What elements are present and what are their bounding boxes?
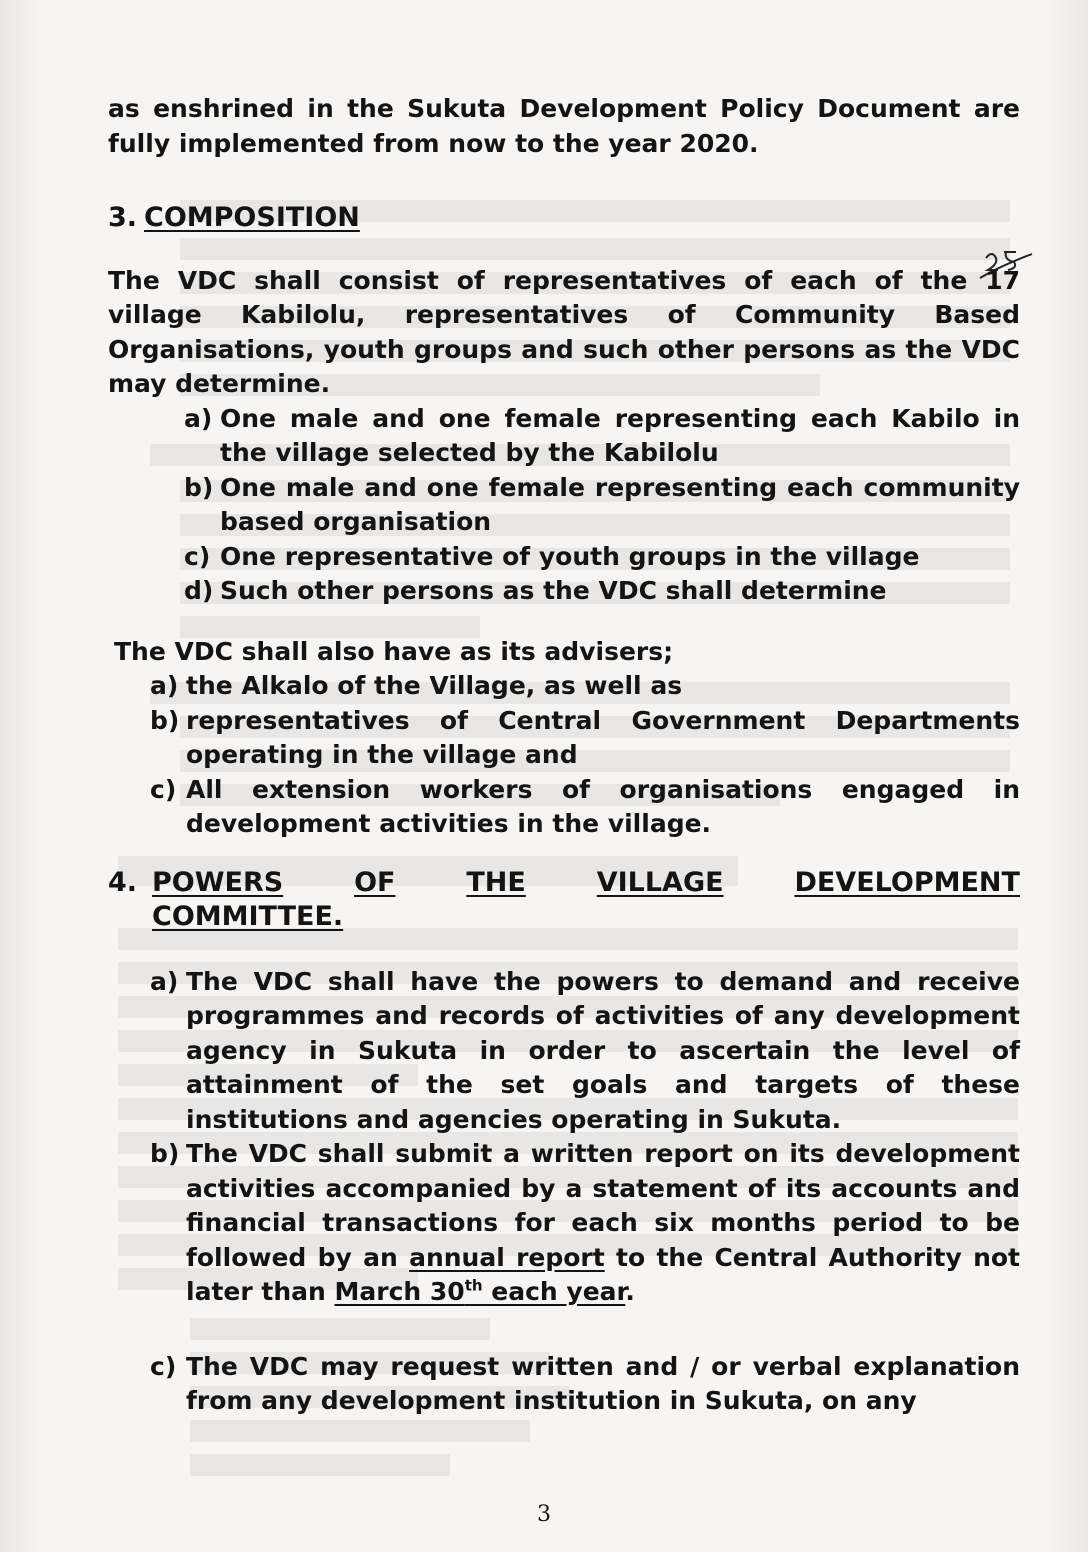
title-word: VILLAGE [596, 866, 724, 898]
advisers-intro: The VDC shall also have as its advisers; [114, 636, 674, 666]
list-marker: b) [150, 1139, 180, 1168]
list-item [184, 471, 1020, 540]
section-4-heading [108, 866, 1020, 935]
list-marker: b) [150, 705, 180, 735]
list-item-text: representatives of Central Government Departments operating in the village and [186, 705, 1020, 769]
title-word: THE [466, 866, 526, 898]
text-run: each year [482, 1277, 626, 1306]
superscript: th [464, 1276, 483, 1295]
page-number: 3 [537, 1502, 551, 1527]
powers-list [150, 965, 1020, 1419]
list-marker: a) [184, 403, 213, 433]
list-marker: a) [150, 671, 179, 700]
list-item-text: The VDC may request written and / or verbal explanation from any development institution in Sukuta, on any [186, 1351, 1020, 1415]
list-marker: c) [150, 774, 177, 804]
list-item [184, 402, 1020, 471]
list-marker: a) [150, 966, 179, 996]
text-run: to the Central Authority not later than [186, 1242, 1020, 1306]
list-item [184, 540, 1020, 575]
text-run: . [625, 1277, 635, 1306]
title-word: DEVELOPMENT [794, 866, 1020, 898]
list-item [150, 773, 1020, 842]
section-4-title [152, 866, 1020, 935]
text-run: March 30 [334, 1277, 465, 1306]
list-item-text: One male and one female representing each Kabilo in the village selected by the Kabilolu [220, 403, 1020, 467]
deadline-underlined [335, 1277, 626, 1306]
section-3-paragraph: The VDC shall consist of representatives of each of the 17 village Kabilolu, representatives of Community Based Organisations, youth groups and such other persons as the VDC may determine. [108, 265, 1020, 398]
list-marker: b) [184, 472, 214, 502]
list-marker: c) [184, 541, 211, 571]
advisers-list [150, 669, 1020, 842]
section-4-number: 4. [108, 866, 138, 898]
document-body [108, 92, 1020, 1419]
list-item-text: All extension workers of organisations engaged in development activities in the village. [186, 774, 1020, 838]
title-word: POWERS [152, 866, 284, 898]
list-item [150, 669, 1020, 704]
section-3-heading [108, 201, 1020, 236]
list-item [150, 1350, 1020, 1419]
list-item-text [186, 1139, 1020, 1306]
list-item [150, 704, 1020, 773]
section-3-title: COMPOSITION [144, 202, 360, 233]
text-run: The VDC shall submit a written report on its development activities accompanied by a statement of its accounts and financial transactions for each six months period to be followed by an [186, 1139, 1020, 1272]
section-4-title-line-2: COMMITTEE. [152, 901, 344, 932]
list-item [184, 574, 1020, 609]
list-item-text: One representative of youth groups in the village [220, 541, 920, 571]
title-word: OF [354, 866, 396, 898]
list-item-text: Such other persons as the VDC shall determine [220, 576, 887, 605]
section-4-title-line-1 [152, 866, 1020, 901]
section-3-number: 3. [108, 202, 138, 233]
list-item-text: One male and one female representing each community based organisation [220, 472, 1020, 536]
list-item-text: The VDC shall have the powers to demand and receive programmes and records of activities of any development agency in Sukuta in order to ascertain the level of attainment of the set goals and targets of these institutions and agencies operating in Sukuta. [186, 966, 1020, 1134]
list-item [150, 1137, 1020, 1310]
list-item [150, 965, 1020, 1138]
annual-report-underlined: annual report [409, 1242, 605, 1272]
composition-list [184, 402, 1020, 609]
intro-paragraph: as enshrined in the Sukuta Development Policy Document are fully implemented from now to the year 2020. [108, 94, 1020, 158]
list-marker: d) [184, 576, 214, 605]
list-marker: c) [150, 1351, 177, 1381]
list-item-text: the Alkalo of the Village, as well as [186, 671, 683, 700]
